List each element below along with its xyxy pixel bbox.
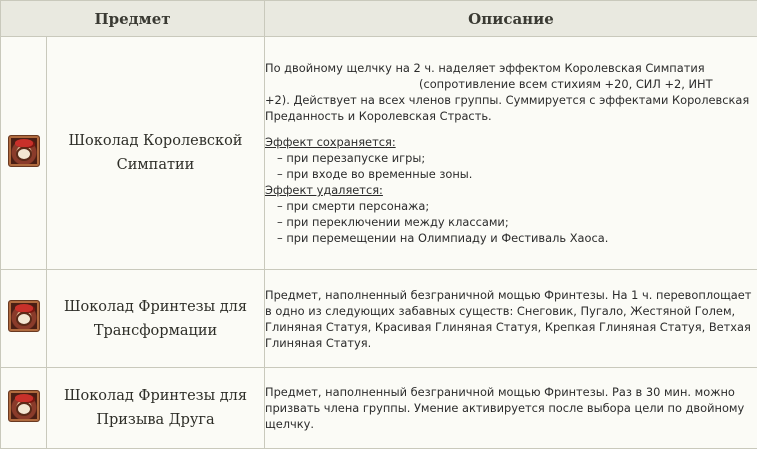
- list-item: – при входе во временные зоны.: [265, 166, 757, 182]
- item-icon-cell: [1, 368, 47, 449]
- table-row: [1, 37, 757, 270]
- list-item: – при перезапуске игры;: [265, 150, 757, 166]
- chocolate-icon: [8, 300, 40, 332]
- item-description: [265, 37, 757, 270]
- item-description: Предмет, наполненный безграничной мощью Фринтезы. Раз в 30 мин. можно призвать члена группы. Умение активируется после выбора цели по двойному щелчку.: [265, 368, 757, 449]
- chocolate-icon: [8, 135, 40, 167]
- item-icon-cell: [1, 270, 47, 368]
- list-item: – при перемещении на Олимпиаду и Фестиваль Хаоса.: [265, 230, 757, 246]
- table-header-row: [1, 1, 757, 37]
- effect-kept-title: Эффект сохраняется:: [265, 135, 396, 149]
- chocolate-icon: [8, 390, 40, 422]
- table-row: [1, 270, 757, 368]
- description-line: +2). Действует на всех членов группы. Суммируется с эффектами Королевская Преданность и Королевская Страсть.: [265, 93, 750, 123]
- description-line: (сопротивление всем стихиям +20, СИЛ +2, ИНТ: [419, 77, 713, 91]
- description-text: [265, 60, 757, 124]
- description-line: По двойному щелчку на 2 ч. наделяет эффектом Королевская Симпатия: [265, 61, 705, 75]
- item-name: Шоколад Фринтезы для Призыва Друга: [47, 368, 265, 449]
- item-name: Шоколад Фринтезы для Трансформации: [47, 270, 265, 368]
- item-name: Шоколад Королевской Симпатии: [47, 37, 265, 270]
- column-header-description: Описание: [265, 1, 757, 37]
- item-icon-cell: [1, 37, 47, 270]
- table-row: [1, 368, 757, 449]
- effect-removed-title: Эффект удаляется:: [265, 183, 383, 197]
- column-header-item: Предмет: [1, 1, 265, 37]
- item-description: Предмет, наполненный безграничной мощью Фринтезы. На 1 ч. перевоплощает в одно из следующих забавных существ: Снеговик, Пугало, Жестяной Голем, Глиняная Статуя, Красивая Глиняная Статуя, Крепкая Глиняная Статуя, Ветхая Глиняная Статуя.: [265, 270, 757, 368]
- list-item: – при смерти персонажа;: [265, 198, 757, 214]
- list-item: – при переключении между классами;: [265, 214, 757, 230]
